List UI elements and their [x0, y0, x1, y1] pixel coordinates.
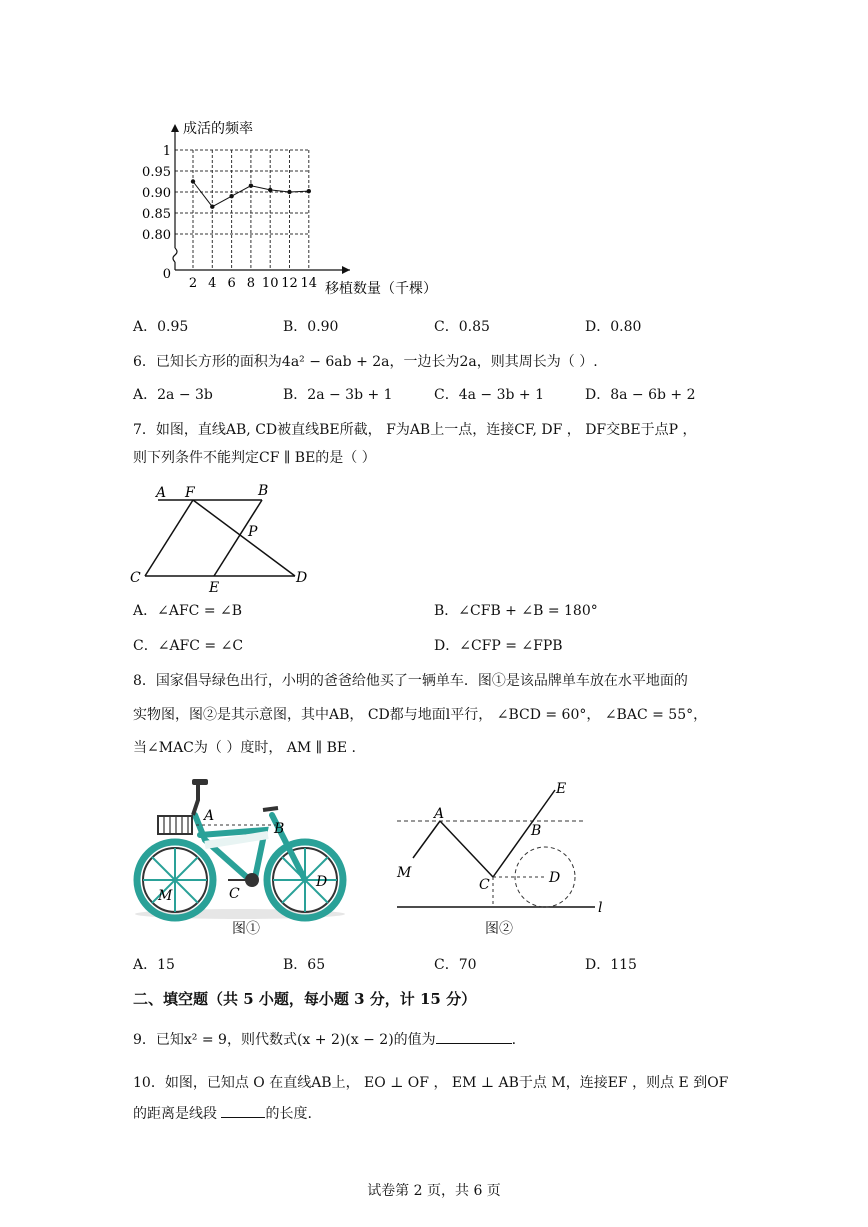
x-tick-label: 6 — [227, 276, 236, 291]
q7-label-c: C — [130, 570, 141, 586]
q8-question-line2: 实物图，图②是其示意图，其中AB， CD都与地面l平行， ∠BCD = 60°， ∠BAC = 55°， — [133, 707, 708, 723]
q5-option-a: A．0.95 — [133, 319, 189, 335]
q7-option-c: C．∠AFC = ∠C — [133, 638, 244, 654]
q9-question — [133, 1029, 516, 1050]
schema-label-a: A — [434, 806, 445, 822]
chart-ylabel: 成活的频率 — [183, 121, 253, 137]
q7-label-b: B — [258, 483, 269, 499]
q8-option-a: A．15 — [133, 957, 175, 973]
bike-label-m: M — [158, 888, 173, 904]
y-tick-label: 0.95 — [142, 165, 171, 180]
q10-question-line1: 10．如图，已知点 O 在直线AB上， EO ⊥ OF ， EM ⊥ AB于点 M，连接EF ，则点 E 到OF — [133, 1075, 729, 1091]
q7-label-e: E — [209, 580, 220, 596]
schema-label-m: M — [397, 865, 412, 881]
chart-grid — [175, 150, 309, 270]
y-tick-label: 0 — [162, 267, 171, 282]
q5-option-c: C．0.85 — [434, 319, 490, 335]
y-tick-label: 0.85 — [142, 207, 171, 222]
q10-question-line2 — [133, 1103, 312, 1124]
q7-label-f: F — [185, 485, 195, 501]
q6-option-d: D．8a − 6b + 2 — [585, 387, 696, 403]
q6-option-b: B．2a − 3b + 1 — [283, 387, 393, 403]
q8-question-line1: 8．国家倡导绿色出行，小明的爸爸给他买了一辆单车．图①是该品牌单车放在水平地面的 — [133, 673, 688, 689]
y-tick-label: 0.80 — [142, 228, 171, 243]
q10-answer-blank[interactable] — [221, 1103, 265, 1118]
section-heading: 二、填空题（共 5 小题，每小题 3 分，计 15 分） — [133, 990, 477, 1008]
q10-line2-prefix: 的距离是线段 — [133, 1106, 222, 1122]
q7-option-b: B．∠CFB + ∠B = 180° — [434, 603, 598, 619]
q5-option-b: B．0.90 — [283, 319, 339, 335]
schema-label-d: D — [549, 870, 561, 886]
q7-option-a: A．∠AFC = ∠B — [133, 603, 243, 619]
q9-answer-blank[interactable] — [436, 1029, 512, 1044]
chart-series — [191, 179, 311, 209]
x-tick-label: 4 — [208, 276, 217, 291]
schema-label-c: C — [479, 877, 490, 893]
q7-question-line2: 则下列条件不能判定CF ∥ BE的是（ ） — [133, 450, 376, 466]
data-point — [191, 179, 195, 183]
data-point — [249, 184, 253, 188]
schema-label-b: B — [531, 823, 542, 839]
fig1-caption: 图① — [232, 921, 260, 937]
q7-question-line1: 7．如图，直线AB, CD被直线BE所截， F为AB上一点，连接CF, DF ， DF交BE于点P ， — [133, 422, 697, 438]
q10-line2-suffix: 的长度. — [265, 1106, 312, 1122]
x-tick-label: 2 — [188, 276, 198, 291]
data-point — [229, 194, 233, 198]
q9-suffix: . — [511, 1032, 517, 1048]
schema-label-e: E — [556, 781, 567, 797]
q7-option-d: D．∠CFP = ∠FPB — [434, 638, 563, 654]
data-point — [210, 205, 214, 209]
q7-label-a: A — [156, 485, 167, 501]
q8-question-line3: 当∠MAC为（ ）度时， AM ∥ BE . — [133, 740, 357, 756]
q7-figure — [125, 478, 325, 598]
bike-label-a: A — [204, 808, 215, 824]
schematic-figure — [390, 778, 620, 916]
x-tick-label: 14 — [300, 276, 318, 291]
q7-label-p: P — [248, 524, 258, 540]
q6-option-c: C．4a − 3b + 1 — [434, 387, 545, 403]
y-tick-label: 0.90 — [142, 186, 171, 201]
q8-option-c: C．70 — [434, 957, 477, 973]
q8-option-d: D．115 — [585, 957, 637, 973]
page-footer: 试卷第 2 页，共 6 页 — [367, 1183, 501, 1199]
data-point — [287, 190, 291, 194]
q9-prefix: 9．已知x² = 9，则代数式(x + 2)(x − 2)的值为 — [133, 1032, 436, 1048]
bike-label-c: C — [229, 886, 240, 902]
data-point — [307, 189, 311, 193]
x-tick-label: 12 — [281, 276, 298, 291]
frequency-chart — [142, 115, 470, 300]
fig2-caption: 图② — [485, 921, 513, 937]
chart-ticks — [142, 144, 317, 291]
data-point — [268, 188, 272, 192]
x-tick-label: 10 — [261, 276, 279, 291]
q6-option-a: A．2a − 3b — [133, 387, 213, 403]
q7-label-d: D — [296, 570, 308, 586]
bike-label-d: D — [316, 874, 328, 890]
y-tick-label: 1 — [162, 144, 171, 159]
x-tick-label: 8 — [246, 276, 256, 291]
q8-option-b: B．65 — [283, 957, 326, 973]
bike-label-b: B — [274, 821, 285, 837]
q5-option-d: D．0.80 — [585, 319, 642, 335]
chart-xlabel: 移植数量（千棵） — [325, 281, 437, 297]
chart-axes — [171, 124, 350, 274]
schema-label-l: l — [598, 900, 603, 916]
q6-question: 6．已知长方形的面积为4a² − 6ab + 2a，一边长为2a，则其周长为（ ）. — [133, 354, 598, 370]
